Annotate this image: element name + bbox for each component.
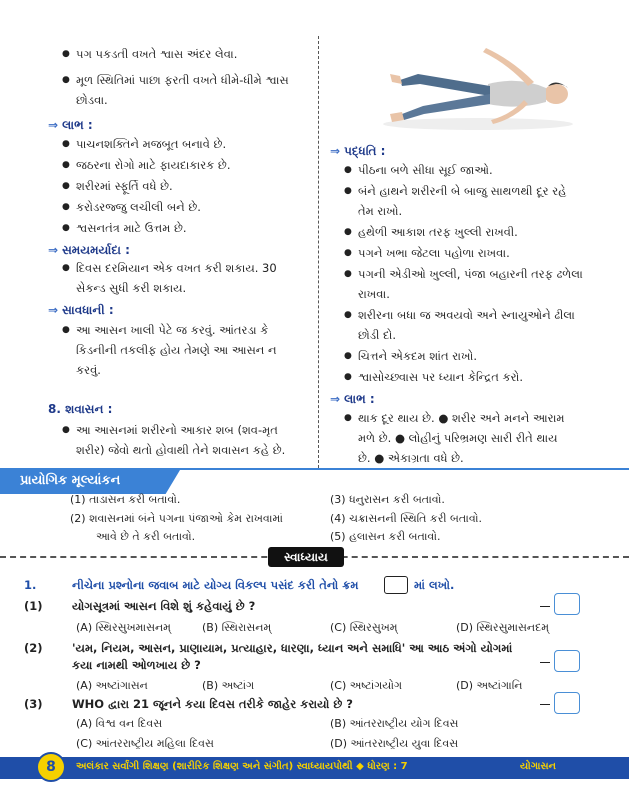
bullet-item-cont: છોડી દો.: [358, 328, 396, 342]
answer-box[interactable]: [554, 692, 580, 714]
page-number: 8: [36, 752, 66, 782]
question-main-text: નીચેના પ્રશ્નોના જવાબ માટે યોગ્ય વિકલ્પ પસંદ કરી તેનો ક્રમ: [72, 578, 359, 592]
option: (A) અષ્ટાંગાસન: [76, 679, 148, 692]
practical-top-line: [0, 468, 629, 470]
bullet-item: ● ચિત્તને એકદમ શાંત રાખો.: [358, 346, 477, 366]
question-main-text-end: માં લખો.: [414, 578, 455, 592]
practical-title: પ્રાયોગિક મૂલ્યાંકન: [20, 473, 121, 488]
bullet-item: ● શરીરમાં સ્ફૂર્તિ વધે છે.: [76, 176, 173, 196]
option: (D) અષ્ટાંગાનિ: [456, 679, 523, 692]
answer-dash: [540, 704, 550, 705]
bullet-item-cont: મળે છે. ● લોહીનું પરિભ્રમણ સારી રીતે થાય: [358, 431, 558, 445]
bullet-item-cont: સેકન્ડ સુધી કરી શકાય.: [76, 281, 187, 295]
option: (C) આંતરરાષ્ટ્રીય મહિલા દિવસ: [76, 737, 214, 750]
arrow-icon: ⇒: [48, 303, 59, 317]
question-number: (2): [24, 641, 43, 655]
bullet-item: ● જઠરના રોગો માટે ફાયદાકારક છે.: [76, 155, 230, 175]
practical-item: (4) ચક્રાસનની સ્થિતિ કરી બતાવો.: [330, 512, 482, 525]
bullet-item: ● દિવસ દરમિયાન એક વખત કરી શકાય. 30: [76, 258, 277, 278]
section-head-savdhani: ⇒ સાવધાની :: [48, 303, 114, 317]
answer-box[interactable]: [554, 650, 580, 672]
bullet-item: ● શ્વાસોચ્છ્વાસ પર ધ્યાન કેન્દ્રિત કરો.: [358, 367, 523, 387]
option: (C) અષ્ટાંગયોગ: [330, 679, 403, 692]
bullet-item-cont: શરીર) જેવો થતો હોવાથી તેને શવાસન કહે છે.: [76, 443, 286, 457]
column-divider: [318, 36, 319, 468]
bullet-item-cont: કિડનીની તકલીફ હોય તેમણે આ આસન ન: [76, 343, 277, 357]
bullet-item: ● પગની એડીઓ ખુલ્લી, પંજા બહારની તરફ ઢળેલા: [358, 264, 583, 284]
option: (A) વિશ્વ વન દિવસ: [76, 717, 163, 730]
question-number: (3): [24, 697, 43, 711]
bullet-item-cont: તેમ રાખો.: [358, 204, 403, 218]
shavasan-illustration: [378, 34, 578, 134]
bullet-item: ● પગ પકડતી વખતે શ્વાસ અંદર લેવા.: [76, 44, 237, 64]
answer-box-sample: [384, 576, 408, 594]
practical-item: (2) શવાસનમાં બંને પગના પંજાઓ કેમ રાખવામાં: [70, 512, 283, 525]
section-head-samay: ⇒ સમયમર્યાદા :: [48, 243, 130, 257]
answer-box[interactable]: [554, 593, 580, 615]
section-head-paddhati: ⇒ પદ્ધતિ :: [330, 144, 386, 158]
bullet-item: ● થાક દૂર થાય છે. ● શરીર અને મનને આરામ: [358, 408, 565, 428]
question-main-number: 1.: [24, 578, 37, 592]
bullet-item-cont: છોડવા.: [76, 93, 108, 107]
arrow-icon: ⇒: [330, 392, 341, 406]
practical-item: (5) હલાસન કરી બતાવો.: [330, 530, 441, 543]
arrow-icon: ⇒: [330, 144, 341, 158]
arrow-icon: ⇒: [48, 118, 59, 132]
question-number: (1): [24, 599, 43, 613]
question-text-cont: કયા નામથી ઓળખાય છે ?: [72, 658, 201, 672]
bullet-item: ● મૂળ સ્થિતિમાં પાછા ફરતી વખતે ધીમે-ધીમે શ્વાસ: [76, 70, 289, 90]
section-head-labh: ⇒ લાભ :: [48, 118, 93, 132]
section-head-labh-right: ⇒ લાભ :: [330, 392, 375, 406]
footer-chapter: યોગાસન: [520, 761, 556, 772]
answer-dash: [540, 606, 550, 607]
swadhyay-title: સ્વાધ્યાય: [268, 547, 344, 567]
option: (D) સ્થિરસુમાસનદમ્: [456, 621, 549, 634]
bullet-item: ● આ આસન ખાલી પેટે જ કરવું. આંતરડા કે: [76, 320, 268, 340]
bullet-item-cont: રાખવા.: [358, 287, 390, 301]
answer-dash: [540, 662, 550, 663]
practical-item: આવે છે તે કરી બતાવો.: [96, 530, 196, 543]
option: (B) આંતરરાષ્ટ્રીય યોગ દિવસ: [330, 717, 459, 730]
bullet-item-cont: કરવું.: [76, 363, 101, 377]
option: (D) આંતરરાષ્ટ્રીય યુવા દિવસ: [330, 737, 459, 750]
practical-item: (1) તાડાસન કરી બતાવો.: [70, 493, 181, 506]
bullet-item: ● કરોડરજ્જુ લચીલી બને છે.: [76, 197, 201, 217]
bullet-item: ● હથેળી આકાશ તરફ ખુલ્લી રાખવી.: [358, 222, 518, 242]
question-text: 'યમ, નિયમ, આસન, પ્રાણાયામ, પ્રત્યાહાર, ધારણા, ધ્યાન અને સમાધિ' આ આઠ અંગો યોગમાં: [72, 641, 513, 655]
bullet-item-cont: છે. ● એકાગ્રતા વધે છે.: [358, 451, 464, 465]
bullet-item: ● શ્વસનતંત્ર માટે ઉત્તમ છે.: [76, 218, 187, 238]
option: (A) સ્થિરસુખમાસનમ્: [76, 621, 171, 634]
option: (C) સ્થિરસુખમ્: [330, 621, 398, 634]
bullet-item: ● પીઠના બળે સીધા સૂઈ જાઓ.: [358, 160, 493, 180]
bullet-item: ● બંને હાથને શરીરની બે બાજુ સાથળથી દૂર રહે: [358, 181, 566, 201]
footer-title: અલંકાર સર્વાંગી શિક્ષણ (શારીરિક શિક્ષણ અને સંગીત) સ્વાધ્યાયપોથી ◆ ધોરણ : 7: [76, 761, 408, 772]
option: (B) અષ્ટાંગ: [202, 679, 255, 692]
arrow-icon: ⇒: [48, 243, 59, 257]
question-text: યોગસૂત્રમાં આસન વિશે શું કહેવાયું છે ?: [72, 599, 256, 613]
practical-item: (3) ધનુરાસન કરી બતાવો.: [330, 493, 445, 506]
bullet-item: ● આ આસનમાં શરીરનો આકાર શબ (શવ-મૃત: [76, 420, 278, 440]
question-text: WHO દ્વારા 21 જૂનને કયા દિવસ તરીકે જાહેર કરાયો છે ?: [72, 697, 353, 711]
option: (B) સ્થિરાસનમ્: [202, 621, 272, 634]
bullet-item: ● પાચનશક્તિને મજબૂત બનાવે છે.: [76, 134, 226, 154]
bullet-item: ● પગને ખભા જેટલા પહોળા રાખવા.: [358, 243, 510, 263]
section-head-shavasan: 8. શવાસન :: [48, 402, 113, 416]
bullet-item: ● શરીરના બધા જ અવયવો અને સ્નાયુઓને ઢીલા: [358, 305, 575, 325]
